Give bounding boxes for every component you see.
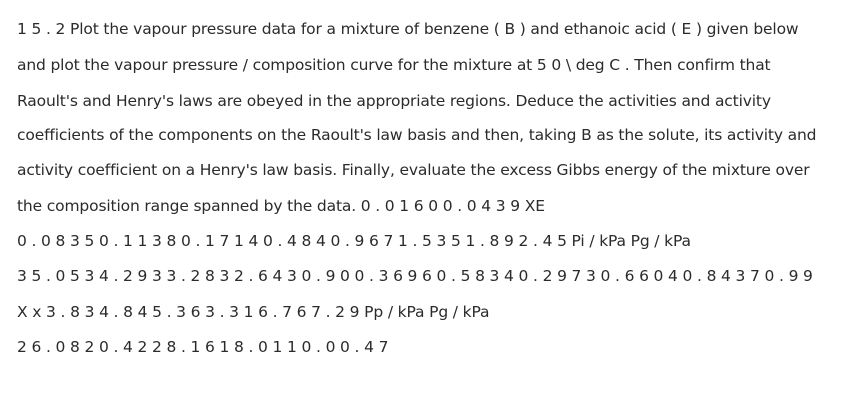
text-line-5: activity coefficient on a Henry's law basis. Finally, evaluate the excess Gibbs energy of the mixture over — [17, 161, 810, 179]
data-line-1: 0 . 0 8 3 5 0 . 1 1 3 8 0 . 1 7 1 4 0 . 4 8 4 0 . 9 6 7 1 . 5 3 5 1 . 8 9 2 . 4 5 Pi / kPa Pg / kPa — [17, 232, 691, 250]
data-line-4: 2 6 . 0 8 2 0 . 4 2 2 8 . 1 6 1 8 . 0 1 1 0 . 0 0 . 4 7 — [17, 338, 389, 356]
data-line-2: 3 5 . 0 5 3 4 . 2 9 3 3 . 2 8 3 2 . 6 4 3 0 . 9 0 0 . 3 6 9 6 0 . 5 8 3 4 0 . 2 9 7 3 0 . 6 6 0 4 0 . 8 4 3 7 0 . 9 9 — [17, 267, 813, 285]
text-line-6: the composition range spanned by the data. 0 . 0 1 6 0 0 . 0 4 3 9 XE — [17, 197, 545, 215]
text-line-1: 1 5 . 2 Plot the vapour pressure data for a mixture of benzene ( B ) and ethanoic acid ( E ) given below — [17, 20, 799, 38]
text-line-2: and plot the vapour pressure / composition curve for the mixture at 5 0 \ deg C . Then confirm that — [17, 56, 771, 74]
data-line-3: X x 3 . 8 3 4 . 8 4 5 . 3 6 3 . 3 1 6 . 7 6 7 . 2 9 Pp / kPa Pg / kPa — [17, 303, 490, 321]
text-line-3: Raoult's and Henry's laws are obeyed in the appropriate regions. Deduce the activities and activity — [17, 92, 771, 110]
text-line-4: coefficients of the components on the Raoult's law basis and then, taking B as the solute, its activity and — [17, 126, 817, 144]
